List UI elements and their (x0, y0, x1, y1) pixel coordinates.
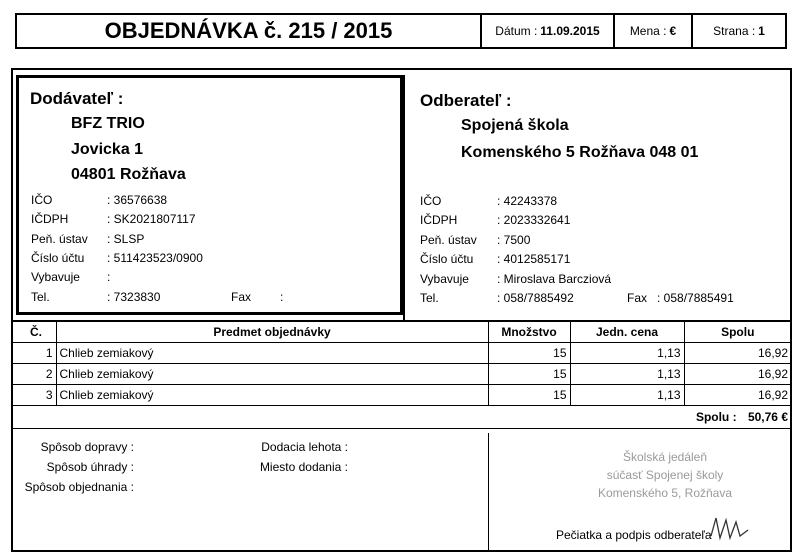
footer-divider (488, 433, 489, 551)
row-price: 1,13 (570, 343, 684, 364)
items-table (12, 320, 791, 429)
items-table-wrap (12, 320, 791, 429)
col-header-price: Jedn. cena (570, 321, 684, 343)
order-method-label: Spôsob objednania : (24, 480, 134, 494)
buyer-label-icdph: IČDPH (420, 213, 458, 227)
buyer-value-bank: : 7500 (497, 233, 531, 247)
supplier-name: BFZ TRIO (71, 115, 145, 132)
signature-label: Pečiatka a podpis odberateľa (556, 528, 712, 542)
supplier-label-handler: Vybavuje (31, 270, 80, 284)
supplier-label-icdph: IČDPH (31, 212, 69, 226)
row-total: 16,92 (684, 343, 791, 364)
buyer-value-tel: : 058/7885492 (497, 291, 574, 305)
stamp-line: Školská jedáleň (622, 450, 708, 464)
supplier-value-account: : 511423523/0900 (107, 251, 203, 265)
col-header-item: Predmet objednávky (56, 321, 488, 343)
stamp (560, 448, 770, 502)
row-total: 16,92 (684, 364, 791, 385)
row-item: Chlieb zemiakový (56, 364, 488, 385)
sum-label: Spolu : (695, 410, 737, 424)
buyer-value-ico: : 42243378 (497, 194, 558, 208)
delivery-time-label: Dodacia lehota : (261, 440, 348, 454)
stamp-line: súčasť Spojenej školy (606, 468, 724, 482)
col-header-no: Č. (12, 321, 56, 343)
buyer-label-bank: Peň. ústav (420, 233, 477, 247)
transport-label: Spôsob dopravy : (40, 440, 134, 454)
sum-value: 50,76 € (747, 410, 788, 424)
supplier-label-bank: Peň. ústav (31, 232, 88, 246)
table-row (12, 385, 791, 406)
page-label: Strana : (713, 24, 756, 38)
row-total: 16,92 (684, 385, 791, 406)
supplier-label-ico: IČO (31, 193, 53, 207)
buyer-label-account: Číslo účtu (420, 252, 474, 266)
page-cell (691, 13, 787, 49)
table-sum-row (12, 406, 791, 429)
row-no: 1 (12, 343, 56, 364)
table-row (12, 343, 791, 364)
supplier-value-icdph: : SK2021807117 (107, 212, 196, 226)
currency-value: € (669, 24, 677, 38)
supplier-label-tel: Tel. (31, 290, 50, 304)
buyer-address: Komenského 5 Rožňava 048 01 (461, 144, 699, 161)
row-price: 1,13 (570, 364, 684, 385)
currency-cell (613, 13, 693, 49)
date-label: Dátum : (495, 24, 538, 38)
date-value: 11.09.2015 (540, 24, 600, 38)
table-header-row (12, 321, 791, 343)
buyer-value-icdph: : 2023332641 (497, 213, 571, 227)
row-price: 1,13 (570, 385, 684, 406)
order-title-text: OBJEDNÁVKA č. 215 / 2015 (104, 18, 393, 43)
row-no: 2 (12, 364, 56, 385)
buyer-label-handler: Vybavuje (420, 272, 469, 286)
supplier-city: 04801 Rožňava (71, 166, 186, 183)
table-row (12, 364, 791, 385)
row-item: Chlieb zemiakový (56, 343, 488, 364)
row-qty: 15 (488, 364, 570, 385)
supplier-value-bank: : SLSP (107, 232, 145, 246)
row-item: Chlieb zemiakový (56, 385, 488, 406)
supplier-title: Dodávateľ : (30, 89, 124, 108)
buyer-value-account: : 4012585171 (497, 252, 571, 266)
buyer-box-divider (403, 75, 405, 320)
signature-scribble (708, 508, 758, 548)
row-qty: 15 (488, 385, 570, 406)
order-title (15, 13, 482, 49)
buyer-name: Spojená škola (461, 117, 569, 134)
buyer-fax-value: : 058/7885491 (657, 291, 734, 305)
buyer-title: Odberateľ : (420, 91, 512, 110)
supplier-fax-value: : (280, 290, 284, 304)
date-cell (480, 13, 615, 49)
row-qty: 15 (488, 343, 570, 364)
buyer-label-ico: IČO (420, 194, 442, 208)
currency-label: Mena : (629, 24, 667, 38)
col-header-qty: Množstvo (488, 321, 570, 343)
supplier-value-ico: : 36576638 (107, 193, 168, 207)
supplier-label-account: Číslo účtu (31, 251, 85, 265)
row-no: 3 (12, 385, 56, 406)
buyer-fax-label: Fax (627, 291, 648, 305)
col-header-total: Spolu (684, 321, 791, 343)
table-sum-cell (12, 406, 791, 429)
buyer-value-handler: : Miroslava Barcziová (497, 272, 612, 286)
delivery-place-label: Miesto dodania : (259, 460, 348, 474)
stamp-line: Komenského 5, Rožňava (597, 486, 733, 500)
supplier-street: Jovicka 1 (71, 141, 144, 158)
supplier-value-handler: : (107, 270, 111, 284)
payment-label: Spôsob úhrady : (46, 460, 134, 474)
buyer-label-tel: Tel. (420, 291, 439, 305)
page-value: 1 (758, 24, 765, 38)
supplier-fax-label: Fax (231, 290, 252, 304)
supplier-value-tel: : 7323830 (107, 290, 161, 304)
